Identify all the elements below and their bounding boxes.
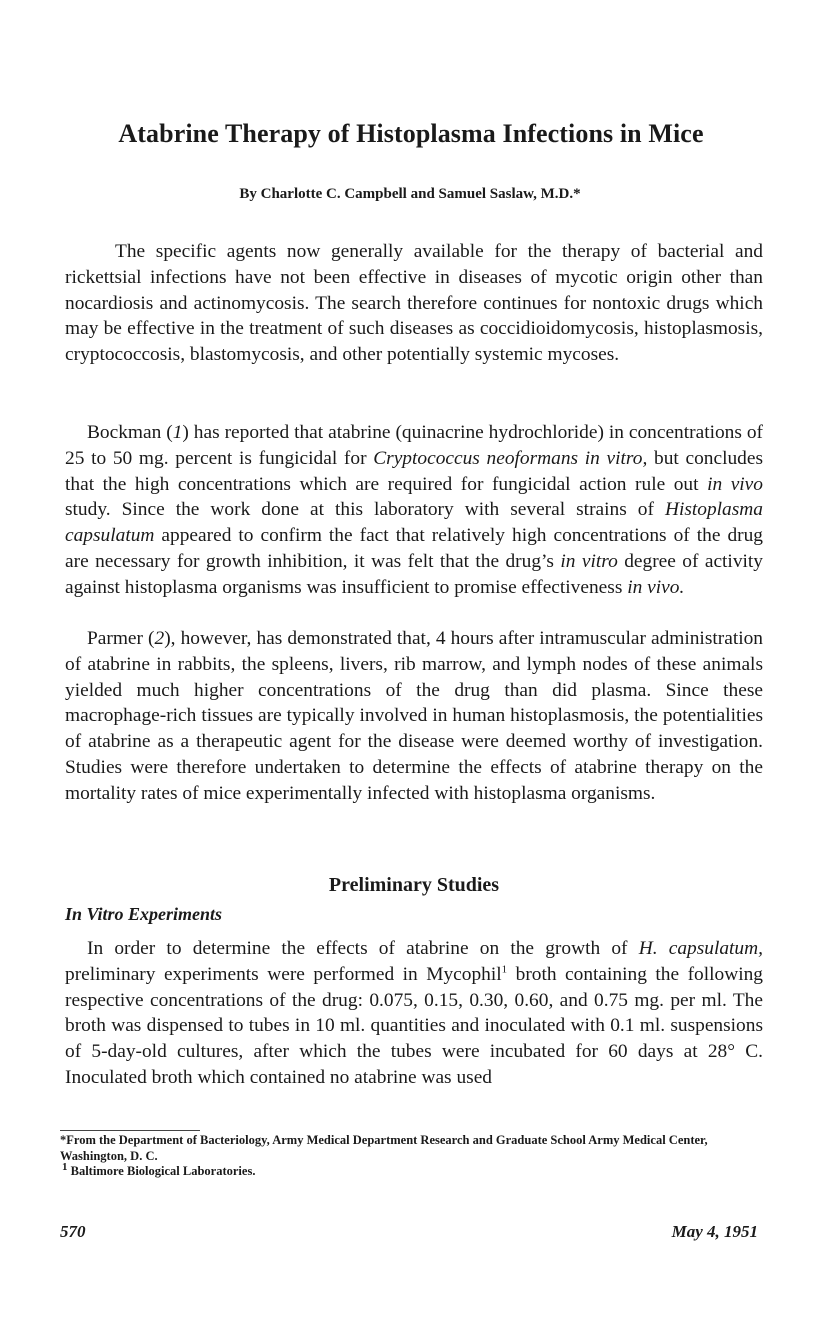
text-run: ) has reported that atabrine (quinacrine hydrochloride) in concentrations of 25 to 50 mg. percent is fungicidal for <box>65 422 763 469</box>
footnote-marker: 1 <box>62 1160 68 1173</box>
footnote-divider <box>60 1130 200 1131</box>
article-title: Atabrine Therapy of Histoplasma Infections in Mice <box>118 119 704 148</box>
text-run: In order to determine the effects of atabrine on the growth of <box>87 938 639 959</box>
text-run: appeared to confirm the fact that relatively high concentrations of the drug are necessary for growth inhibition, it was felt that the drug’s <box>65 525 763 572</box>
text-run: ), however, has demonstrated that, 4 hours after intramuscular administration of atabrine in rabbits, the spleens, livers, rib marrow, and lymph nodes of these animals yielded much higher concentrations of the drug than did plasma. Since these macrophage-rich tissues are typically involved in human histoplasmosis, the potentialities of atabrine as a therapeutic agent for the disease were deemed worthy of investigation. Studies were therefore undertaken to determine the effects of atabrine therapy on the mortality rates of mice experimentally infected with histoplasma organisms. <box>65 628 763 804</box>
footnotes <box>60 1133 760 1180</box>
italic-run: Histoplasma capsulatum <box>65 499 763 547</box>
text-run: study. Since the work done at this laboratory with several strains of <box>65 499 665 521</box>
paragraph-intro: The specific agents now generally available for the therapy of bacterial and rickettsial infections have not been effective in diseases of mycotic origin other than nocardiosis and actinomycosis. The search therefore continues for nontoxic drugs which may be effective in the treatment of such diseases as coccidioidomycosis, histoplasmosis, cryptococcosis, blastomycosis, and other potentially systemic mycoses. <box>65 241 763 366</box>
italic-run: in vitro <box>560 550 618 572</box>
text-run: broth containing the following respective concentrations of the drug: 0.075, 0.15, 0.30, 0.60, and 0.75 mg. per ml. The broth was dispensed to tubes in 10 ml. quantities and inoculated with 0.1 ml. suspensions of 5-day-old cultures, after which the tubes were incubated for 60 days at 28° C. Inoculated broth which contained no atabrine was used <box>65 963 763 1088</box>
italic-run: H. capsulatum, <box>638 938 763 959</box>
text-run: preliminary experiments were performed in Mycophil <box>65 963 502 985</box>
issue-date: May 4, 1951 <box>671 1222 758 1241</box>
page-number: 570 <box>60 1222 86 1241</box>
footnote-affiliation: *From the Department of Bacteriology, Army Medical Department Research and Graduate School Army Medical Center, Washington, D. C. <box>60 1133 708 1163</box>
italic-run: in vivo. <box>627 576 685 598</box>
paragraph-bockman <box>65 420 763 601</box>
text-run: but concludes that the high concentrations which are required for fungicidal action rule out <box>65 447 764 495</box>
paragraph-in-vitro <box>65 936 763 1091</box>
reference-number: 2 <box>154 628 165 649</box>
text-run: Parmer ( <box>87 628 155 649</box>
text-run: degree of activity against histoplasma organisms was insufficient to promise effectiveness <box>65 550 763 598</box>
footnote-text: Baltimore Biological Laboratories. <box>67 1164 256 1178</box>
article-byline: By Charlotte C. Campbell and Samuel Saslaw, M.D.* <box>239 186 581 202</box>
footnote-supplier <box>60 1160 760 1180</box>
paragraph-parmer <box>65 626 763 807</box>
italic-run: Cryptococcus neoformans in vitro, <box>373 447 648 469</box>
section-heading: Preliminary Studies <box>328 874 500 896</box>
reference-number: 1 <box>172 422 183 443</box>
subsection-heading: In Vitro Experiments <box>65 904 223 924</box>
italic-run: in vivo <box>707 473 763 495</box>
text-run: Bockman ( <box>87 422 173 443</box>
footnote-marker: 1 <box>501 963 508 976</box>
